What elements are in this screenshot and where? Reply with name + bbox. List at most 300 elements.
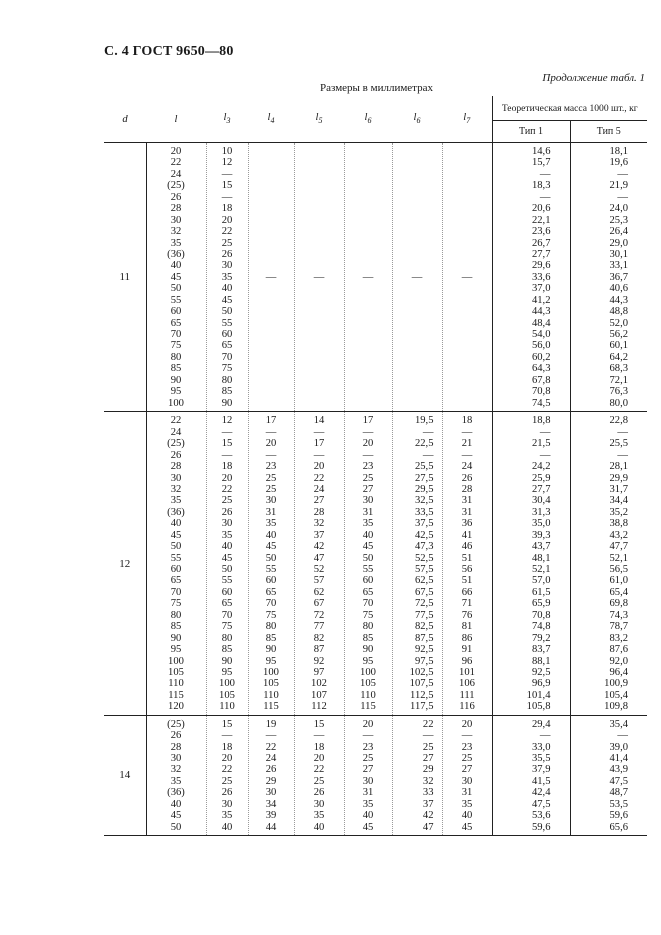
table-cell: 55 xyxy=(221,575,233,587)
table-cell: 20 xyxy=(170,146,182,157)
table-cell: 18 xyxy=(221,203,233,215)
table-cell: 45 xyxy=(170,271,182,283)
table-cell: 18 xyxy=(313,741,325,753)
table-cell: 72 xyxy=(313,609,325,621)
table-cell: 47 xyxy=(313,552,325,564)
table-cell: 15 xyxy=(221,718,233,730)
table-cell: 85 xyxy=(221,386,233,398)
table-cell: 116 xyxy=(459,701,475,713)
table-cell: — xyxy=(539,191,551,203)
table-cell: 95 xyxy=(362,655,374,667)
table-cell: — xyxy=(617,730,629,742)
table-cell: 18 xyxy=(221,461,233,473)
table-row-group xyxy=(104,143,647,412)
table-row-group xyxy=(104,715,647,835)
table-cell: 25 xyxy=(221,775,233,787)
table-cell: 27 xyxy=(362,764,374,776)
table-cell: 31 xyxy=(265,506,277,518)
table-cell: 107,5 xyxy=(409,678,434,690)
table-cell: 24 xyxy=(461,461,473,473)
table-cell: 110 xyxy=(219,701,235,713)
table-cell: 55 xyxy=(170,294,182,306)
table-cell: 100 xyxy=(168,397,184,409)
table-cell: 30 xyxy=(221,798,233,810)
table-cell: 19 xyxy=(265,718,277,730)
table-cell: 57,0 xyxy=(531,575,551,587)
table-cell: 48,1 xyxy=(531,552,551,564)
table-cell: 60 xyxy=(170,306,182,318)
table-cell: 52,1 xyxy=(531,564,551,576)
table-cell: 20 xyxy=(362,718,374,730)
table-cell: 80,0 xyxy=(609,397,629,409)
table-cell: — xyxy=(617,426,629,438)
table-cell: 80 xyxy=(265,621,277,633)
table-cell: 41,4 xyxy=(609,753,629,765)
table-cell: 22 xyxy=(221,764,233,776)
table-cell: 60 xyxy=(221,586,233,598)
table-cell: 115 xyxy=(263,701,279,713)
table-cell: 30 xyxy=(265,495,277,507)
table-cell: 25 xyxy=(265,483,277,495)
table-cell: 25 xyxy=(362,472,374,484)
column-l7 xyxy=(392,412,442,715)
table-cell: 57,5 xyxy=(414,564,434,576)
column-m5 xyxy=(570,143,647,412)
table-cell: 40,6 xyxy=(609,283,629,295)
table-cell: 65,6 xyxy=(609,821,629,833)
table-cell: 35 xyxy=(362,798,374,810)
table-cell: 30 xyxy=(362,775,374,787)
table-cell: 67,8 xyxy=(531,374,551,386)
table-cell: 70 xyxy=(265,598,277,610)
table-cell: 62 xyxy=(313,586,325,598)
table-cell: 75 xyxy=(362,609,374,621)
table-cell: 95 xyxy=(170,644,182,656)
table-cell: 71 xyxy=(461,598,473,610)
table-cell: 72,1 xyxy=(609,374,629,386)
table-cell: 25 xyxy=(461,753,473,765)
header-l: l xyxy=(146,96,206,143)
table-cell: 77 xyxy=(313,621,325,633)
header-l4: $l_4$ xyxy=(248,96,294,143)
table-cell: 110 xyxy=(168,678,184,690)
table-cell: 28 xyxy=(170,741,182,753)
table-cell: 26 xyxy=(313,787,325,799)
table-cell: 25 xyxy=(362,753,374,765)
table-cell: (36) xyxy=(167,506,185,518)
table-cell: 107 xyxy=(311,689,327,701)
table-cell: 50 xyxy=(170,821,182,833)
table-cell: 37 xyxy=(313,529,325,541)
table-cell: 31 xyxy=(362,506,374,518)
table-cell: 75 xyxy=(170,598,182,610)
table-cell: 24,2 xyxy=(531,461,551,473)
table-cell: 50 xyxy=(221,306,233,318)
column-l7 xyxy=(392,143,442,412)
column-l6 xyxy=(344,412,392,715)
table-cell: 72,5 xyxy=(414,598,434,610)
table-cell: 48,4 xyxy=(531,317,551,329)
table-cell: 23,6 xyxy=(531,226,551,238)
table-cell: 60 xyxy=(265,575,277,587)
column-l7 xyxy=(392,715,442,835)
table-cell: 111 xyxy=(459,689,475,701)
table-cell-dash: — xyxy=(313,271,325,283)
table-cell: — xyxy=(265,449,277,461)
table-cell: — xyxy=(422,449,434,461)
table-cell: 61,5 xyxy=(531,586,551,598)
table-cell: 30 xyxy=(461,775,473,787)
table-cell: 65 xyxy=(362,586,374,598)
table-cell: 46 xyxy=(461,541,473,553)
table-cell: 36 xyxy=(461,518,473,530)
header-d: d xyxy=(104,96,146,143)
table-cell: 102,5 xyxy=(409,666,434,678)
table-cell: 80 xyxy=(170,609,182,621)
table-cell: 59,6 xyxy=(609,810,629,822)
table-cell: 28 xyxy=(170,461,182,473)
table-cell: — xyxy=(313,426,325,438)
header-l3: $l_3$ xyxy=(206,96,248,143)
table-cell: 25 xyxy=(265,472,277,484)
table-cell: 21,5 xyxy=(531,438,551,450)
table-cell: 105,8 xyxy=(526,701,551,713)
table-cell: 56 xyxy=(461,564,473,576)
table-cell: 27,7 xyxy=(531,483,551,495)
table-cell: 35 xyxy=(221,810,233,822)
table-cell: 45 xyxy=(265,541,277,553)
table-cell: — xyxy=(313,730,325,742)
table-cell: 42,5 xyxy=(414,529,434,541)
table-cell: 29,0 xyxy=(609,237,629,249)
table-cell: 42,4 xyxy=(531,787,551,799)
table-cell: 12 xyxy=(221,415,233,427)
table-cell: 25,5 xyxy=(609,438,629,450)
table-cell: — xyxy=(539,426,551,438)
table-cell: 24 xyxy=(170,426,182,438)
cell-d: 11 xyxy=(104,143,146,412)
table-cell: 52,5 xyxy=(414,552,434,564)
table-cell: 25 xyxy=(221,237,233,249)
table-cell: 30 xyxy=(221,518,233,530)
table-cell: 62,5 xyxy=(414,575,434,587)
table-cell: — xyxy=(221,730,233,742)
table-cell: 61,0 xyxy=(609,575,629,587)
table-cell: 44,3 xyxy=(609,294,629,306)
table-cell: 22 xyxy=(313,764,325,776)
table-cell: 64,2 xyxy=(609,351,629,363)
table-cell: 65,9 xyxy=(531,598,551,610)
table-cell: 92,0 xyxy=(609,655,629,667)
table-cell: 25 xyxy=(313,775,325,787)
table-cell-dash: — xyxy=(411,271,423,283)
table-cell: 35 xyxy=(170,775,182,787)
table-cell: 30 xyxy=(170,753,182,765)
table-cell: 50 xyxy=(362,552,374,564)
table-cell: 34,4 xyxy=(609,495,629,507)
column-m5 xyxy=(570,715,647,835)
table-cell: 20 xyxy=(221,472,233,484)
table-cell: 47,5 xyxy=(609,775,629,787)
column-l5 xyxy=(294,715,344,835)
table-cell: 26 xyxy=(221,787,233,799)
table-cell: 17 xyxy=(265,415,277,427)
table-cell: 27 xyxy=(362,483,374,495)
table-cell: 33 xyxy=(422,787,434,799)
table-cell: 32 xyxy=(313,518,325,530)
table-cell: 110 xyxy=(263,689,279,701)
column-m5 xyxy=(570,412,647,715)
table-cell: 43,9 xyxy=(609,764,629,776)
table-cell: 27 xyxy=(313,495,325,507)
table-cell: — xyxy=(362,730,374,742)
table-cell: — xyxy=(221,426,233,438)
table-cell: 65 xyxy=(170,317,182,329)
table-cell: 39 xyxy=(265,810,277,822)
table-cell: 92,5 xyxy=(531,666,551,678)
table-cell: 35 xyxy=(362,518,374,530)
table-cell: 20 xyxy=(461,718,473,730)
table-cell: 35,4 xyxy=(609,718,629,730)
table-cell: 56,5 xyxy=(609,564,629,576)
table-cell: 36,7 xyxy=(609,271,629,283)
table-cell: 20 xyxy=(313,753,325,765)
table-cell: 27,5 xyxy=(414,472,434,484)
table-cell: 28,1 xyxy=(609,461,629,473)
table-cell: 24 xyxy=(313,483,325,495)
column-l xyxy=(146,715,206,835)
table-cell: 24,0 xyxy=(609,203,629,215)
table-cell: 51 xyxy=(461,575,473,587)
table-cell: 28 xyxy=(170,203,182,215)
table-cell: 23 xyxy=(461,741,473,753)
table-cell: 74,8 xyxy=(531,621,551,633)
header-l5: $l_5$ xyxy=(294,96,344,143)
table-cell: 17 xyxy=(362,415,374,427)
table-cell: 56,0 xyxy=(531,340,551,352)
table-cell: 70 xyxy=(170,586,182,598)
table-cell: 18 xyxy=(221,741,233,753)
table-cell: 74,3 xyxy=(609,609,629,621)
table-cell: 53,5 xyxy=(609,798,629,810)
table-cell: — xyxy=(461,426,473,438)
table-cell: 78,7 xyxy=(609,621,629,633)
table-cell: 87,6 xyxy=(609,644,629,656)
table-cell: 26,4 xyxy=(609,226,629,238)
table-cell: 75 xyxy=(221,363,233,375)
table-cell: 70 xyxy=(221,609,233,621)
table-cell: 31 xyxy=(461,787,473,799)
table-cell: 20 xyxy=(265,438,277,450)
table-cell: — xyxy=(617,168,629,180)
table-cell: 42 xyxy=(313,541,325,553)
table-cell: 40 xyxy=(170,798,182,810)
column-m1 xyxy=(492,715,570,835)
table-cell: (36) xyxy=(167,248,185,260)
table-cell: 30 xyxy=(170,214,182,226)
table-cell: — xyxy=(221,191,233,203)
table-cell: 15 xyxy=(221,180,233,192)
table-cell: 35 xyxy=(265,518,277,530)
table-cell: 35 xyxy=(221,529,233,541)
column-l3 xyxy=(206,143,248,412)
table-cell: 20 xyxy=(362,438,374,450)
table-cell: 41,5 xyxy=(531,775,551,787)
table-cell: 35,2 xyxy=(609,506,629,518)
table-cell: 20 xyxy=(221,214,233,226)
table-cell: — xyxy=(461,730,473,742)
table-cell: 80 xyxy=(221,374,233,386)
table-cell: 52 xyxy=(313,564,325,576)
table-cell: 54,0 xyxy=(531,329,551,340)
table-cell: 90 xyxy=(221,397,233,409)
table-cell: 115 xyxy=(168,689,184,701)
table-cell: 26 xyxy=(170,449,182,461)
table-cell: 105 xyxy=(263,678,279,690)
table-cell: 96 xyxy=(461,655,473,667)
table-cell: 60,2 xyxy=(531,351,551,363)
table-cell: 50 xyxy=(170,541,182,553)
table-cell: 35,0 xyxy=(531,518,551,530)
table-cell: 96,4 xyxy=(609,666,629,678)
table-cell: 91 xyxy=(461,644,473,656)
table-cell: 19,6 xyxy=(609,157,629,169)
table-cell: 40 xyxy=(265,529,277,541)
table-cell: 15 xyxy=(313,718,325,730)
table-cell: 26,7 xyxy=(531,237,551,249)
table-cell: 100,9 xyxy=(604,678,629,690)
table-cell: 70 xyxy=(170,329,182,340)
table-cell: 65,4 xyxy=(609,586,629,598)
table-cell: 83,2 xyxy=(609,632,629,644)
table-cell: 115 xyxy=(360,701,376,713)
table-cell: — xyxy=(539,168,551,180)
table-cell: 21 xyxy=(461,438,473,450)
table-cell: 28 xyxy=(461,483,473,495)
table-cell: 40 xyxy=(170,518,182,530)
table-cell: 33,6 xyxy=(531,271,551,283)
table-cell: 22 xyxy=(313,472,325,484)
table-cell: 20 xyxy=(221,753,233,765)
table-cell: 29,4 xyxy=(531,718,551,730)
table-cell: 40 xyxy=(221,541,233,553)
table-cell: 57 xyxy=(313,575,325,587)
table-cell: 60,1 xyxy=(609,340,629,352)
column-m1 xyxy=(492,412,570,715)
table-cell: 32 xyxy=(170,483,182,495)
table-cell: 92,5 xyxy=(414,644,434,656)
table-cell: 97,5 xyxy=(414,655,434,667)
table-cell: 14 xyxy=(313,415,325,427)
table-cell: 105 xyxy=(219,689,235,701)
table-cell: 18,3 xyxy=(531,180,551,192)
table-cell: 25,3 xyxy=(609,214,629,226)
column-l6 xyxy=(344,715,392,835)
table-cell: 112 xyxy=(311,701,327,713)
table-cell: 77,5 xyxy=(414,609,434,621)
table-cell: — xyxy=(422,426,434,438)
table-cell: 97 xyxy=(313,666,325,678)
table-cell: 29,9 xyxy=(609,472,629,484)
table-cell: 23 xyxy=(362,461,374,473)
table-cell: 20,6 xyxy=(531,203,551,215)
table-cell: 112,5 xyxy=(410,689,434,701)
column-l3 xyxy=(206,715,248,835)
table-cell: 40 xyxy=(221,821,233,833)
table-cell: 85 xyxy=(265,632,277,644)
table-cell: 25,9 xyxy=(531,472,551,484)
table-cell: 26 xyxy=(265,764,277,776)
table-cell: 15 xyxy=(221,438,233,450)
table-cell: 47 xyxy=(422,821,434,833)
table-cell: 29 xyxy=(265,775,277,787)
table-cell: 101 xyxy=(459,666,475,678)
table-cell: 32,5 xyxy=(414,495,434,507)
table-cell: 22 xyxy=(221,226,233,238)
table-cell: 18,8 xyxy=(531,415,551,427)
table-cell: 80 xyxy=(170,351,182,363)
table-cell: 25,5 xyxy=(414,461,434,473)
table-cell: — xyxy=(461,449,473,461)
table-cell: 95 xyxy=(265,655,277,667)
table-cell: — xyxy=(265,426,277,438)
dimensions-table xyxy=(104,96,647,836)
table-cell: 81 xyxy=(461,621,473,633)
table-cell: 70 xyxy=(362,598,374,610)
table-cell: 30 xyxy=(362,495,374,507)
table-cell: 24 xyxy=(265,753,277,765)
table-cell: 67 xyxy=(313,598,325,610)
column-l4 xyxy=(248,715,294,835)
header-type-1: Тип 1 xyxy=(492,121,570,143)
table-cell: 100 xyxy=(360,666,376,678)
table-cell: 29 xyxy=(422,764,434,776)
table-cell: 21,9 xyxy=(609,180,629,192)
table-cell: 50 xyxy=(221,564,233,576)
table-cell: 37 xyxy=(422,798,434,810)
table-cell: 39,0 xyxy=(609,741,629,753)
table-cell: 64,3 xyxy=(531,363,551,375)
table-cell: 50 xyxy=(265,552,277,564)
table-cell: 96,9 xyxy=(531,678,551,690)
table-cell: 28 xyxy=(313,506,325,518)
table-cell: (25) xyxy=(167,718,185,730)
table-cell: 109,8 xyxy=(604,701,629,713)
table-cell: — xyxy=(313,449,325,461)
table-cell: 39,3 xyxy=(531,529,551,541)
table-cell: 22 xyxy=(170,415,182,427)
table-cell: 41 xyxy=(461,529,473,541)
table-cell: 22,8 xyxy=(609,415,629,427)
table-cell: 65 xyxy=(221,340,233,352)
table-cell: 22 xyxy=(170,157,182,169)
table-cell: 90 xyxy=(265,644,277,656)
table-cell: 26 xyxy=(170,730,182,742)
table-cell: 20 xyxy=(313,461,325,473)
column-l5 xyxy=(294,143,344,412)
table-cell: 65 xyxy=(221,598,233,610)
table-cell: 47,3 xyxy=(414,541,434,553)
table-cell: 120 xyxy=(168,701,184,713)
table-cell: 105 xyxy=(360,678,376,690)
table-cell-dash: — xyxy=(461,271,473,283)
column-l8 xyxy=(442,715,492,835)
table-cell: 70,8 xyxy=(531,609,551,621)
table-continuation-note: Продолжение табл. 1 xyxy=(542,72,645,84)
column-l4 xyxy=(248,412,294,715)
table-cell: 110 xyxy=(360,689,376,701)
table-cell: 45 xyxy=(170,529,182,541)
